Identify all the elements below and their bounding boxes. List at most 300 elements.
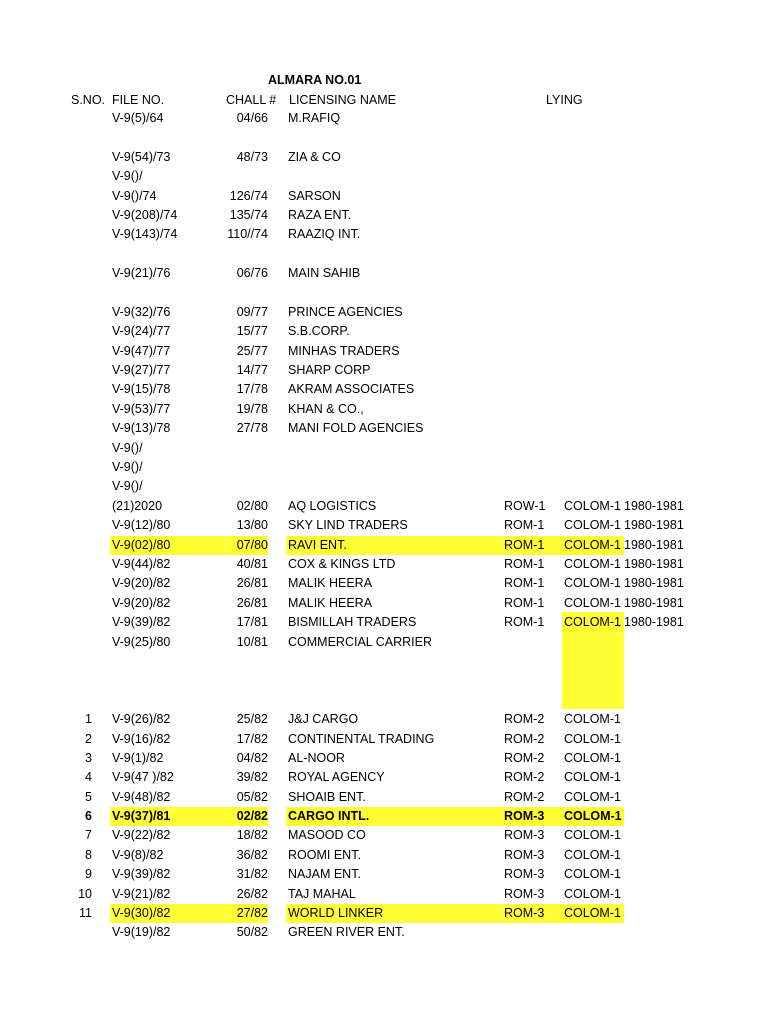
cell-chall	[222, 439, 268, 458]
cell-row: ROM-3	[504, 886, 545, 901]
cell-row	[502, 419, 564, 438]
cell-year	[624, 923, 694, 942]
cell-file-no: V-9(208)/74	[112, 207, 178, 222]
cell-licensing-name: RAVI ENT.	[286, 536, 504, 555]
cell-year	[624, 846, 694, 865]
cell-licensing-name	[286, 477, 504, 496]
cell-chall	[222, 477, 268, 496]
cell-row: ROM-1	[504, 595, 545, 610]
cell-sno	[62, 225, 92, 244]
cell-colom: COLOM-1	[564, 556, 621, 571]
header-licensing-name: LICENSING NAME	[289, 93, 396, 107]
cell-sno	[62, 264, 92, 283]
cell-row: ROM-1	[504, 576, 545, 591]
cell-licensing-name: COX & KINGS LTD	[288, 556, 396, 571]
cell-colom	[562, 109, 624, 128]
table-body	[0, 109, 768, 943]
table-row	[0, 826, 768, 845]
cell-sno	[62, 555, 92, 574]
cell-chall	[222, 128, 268, 147]
table-row	[0, 846, 768, 865]
cell-chall: 05/82	[236, 789, 268, 804]
sheet-title: ALMARA NO.01	[268, 73, 362, 87]
cell-chall: 126/74	[229, 188, 268, 203]
cell-sno	[62, 400, 92, 419]
cell-row	[502, 245, 564, 264]
cell-file-no: V-9(39)/82	[112, 867, 171, 882]
cell-file-no: V-9(1)/82	[112, 750, 164, 765]
cell-licensing-name	[286, 652, 504, 671]
cell-row: ROM-2	[504, 750, 545, 765]
cell-sno: 11	[79, 906, 92, 921]
cell-licensing-name: MINHAS TRADERS	[288, 343, 400, 358]
cell-year: 1980-1981	[624, 615, 684, 630]
cell-row: ROM-1	[502, 536, 564, 555]
cell-sno	[62, 477, 92, 496]
cell-row	[502, 652, 564, 671]
table-row	[0, 303, 768, 322]
cell-row	[502, 322, 564, 341]
table-row	[0, 245, 768, 264]
table-row	[0, 730, 768, 749]
cell-year	[624, 730, 694, 749]
table-row	[0, 342, 768, 361]
table-row	[0, 477, 768, 496]
cell-sno: 9	[85, 867, 92, 882]
cell-colom	[562, 691, 624, 710]
cell-licensing-name: MANI FOLD AGENCIES	[288, 421, 424, 436]
cell-colom: COLOM-1	[562, 904, 624, 923]
cell-year	[624, 284, 694, 303]
cell-row: ROM-3	[502, 904, 564, 923]
cell-sno	[62, 148, 92, 167]
cell-sno: 3	[85, 750, 92, 765]
cell-file-no: V-9(32)/76	[112, 304, 171, 319]
cell-sno	[62, 439, 92, 458]
cell-file-no	[110, 652, 224, 671]
cell-sno	[62, 671, 92, 690]
cell-row: ROM-1	[504, 518, 545, 533]
cell-colom	[562, 342, 624, 361]
cell-row	[502, 923, 564, 942]
cell-file-no: V-9(37)/81	[110, 807, 224, 826]
cell-year	[624, 904, 694, 923]
cell-file-no: V-9()/	[112, 169, 143, 184]
cell-file-no: V-9(22)/82	[112, 828, 171, 843]
cell-file-no: V-9(20)/82	[112, 576, 171, 591]
cell-file-no: V-9(8)/82	[112, 847, 164, 862]
cell-licensing-name	[286, 439, 504, 458]
cell-colom	[562, 148, 624, 167]
cell-sno	[62, 109, 92, 128]
cell-file-no: V-9(15)/78	[112, 382, 171, 397]
cell-licensing-name: PRINCE AGENCIES	[288, 304, 403, 319]
cell-licensing-name: ZIA & CO	[288, 149, 341, 164]
cell-year	[624, 671, 694, 690]
cell-year	[624, 225, 694, 244]
cell-chall: 19/78	[236, 401, 268, 416]
cell-colom	[562, 245, 624, 264]
cell-year	[624, 167, 694, 186]
cell-chall: 06/76	[236, 266, 268, 281]
cell-licensing-name: M.RAFIQ	[288, 111, 341, 125]
cell-colom: COLOM-1	[562, 536, 624, 555]
cell-chall	[222, 691, 268, 710]
table-row	[0, 768, 768, 787]
cell-licensing-name: CONTINENTAL TRADING	[288, 731, 435, 746]
cell-colom	[562, 264, 624, 283]
cell-chall: 135/74	[229, 207, 268, 222]
cell-licensing-name: CARGO INTL.	[286, 807, 504, 826]
cell-row: ROM-1	[504, 615, 545, 630]
table-row	[0, 613, 768, 632]
cell-colom: COLOM-1	[564, 518, 621, 533]
cell-sno	[62, 303, 92, 322]
cell-sno: 10	[78, 886, 92, 901]
cell-year	[624, 303, 694, 322]
cell-file-no: V-9(48)/82	[112, 789, 171, 804]
cell-row	[502, 167, 564, 186]
cell-licensing-name	[286, 691, 504, 710]
table-row	[0, 264, 768, 283]
cell-licensing-name	[286, 284, 504, 303]
cell-row	[502, 128, 564, 147]
cell-chall: 48/73	[236, 149, 268, 164]
cell-year: 1980-1981	[624, 537, 684, 552]
cell-year	[624, 419, 694, 438]
cell-file-no: V-9(19)/82	[112, 925, 171, 940]
cell-chall: 17/82	[236, 731, 268, 746]
header-sno: S.NO.	[71, 93, 106, 107]
cell-sno	[62, 361, 92, 380]
cell-file-no: V-9(54)/73	[112, 149, 171, 164]
cell-row	[502, 206, 564, 225]
cell-chall: 36/82	[236, 847, 268, 862]
table-row	[0, 458, 768, 477]
cell-row: ROM-2	[504, 731, 545, 746]
table-row	[0, 109, 768, 128]
cell-chall: 15/77	[236, 324, 268, 339]
cell-year: 1980-1981	[624, 556, 684, 571]
cell-file-no: V-9(5)/64	[112, 111, 164, 125]
cell-sno	[62, 691, 92, 710]
cell-chall	[222, 167, 268, 186]
cell-year	[624, 788, 694, 807]
cell-licensing-name: SHARP CORP	[288, 363, 371, 378]
cell-colom: COLOM-1	[564, 498, 621, 513]
cell-colom	[562, 322, 624, 341]
cell-colom	[562, 303, 624, 322]
cell-licensing-name: TAJ MAHAL	[288, 886, 356, 901]
cell-year	[624, 633, 694, 652]
cell-licensing-name: GREEN RIVER ENT.	[288, 925, 405, 940]
cell-licensing-name: KHAN & CO.,	[288, 401, 364, 416]
cell-row	[502, 264, 564, 283]
cell-year	[624, 148, 694, 167]
cell-chall: 02/80	[236, 498, 268, 513]
cell-colom: COLOM-1	[562, 807, 624, 826]
cell-sno	[62, 128, 92, 147]
cell-licensing-name	[286, 458, 504, 477]
cell-colom	[562, 652, 624, 671]
cell-year: 1980-1981	[624, 576, 684, 591]
cell-row	[502, 671, 564, 690]
cell-sno	[62, 419, 92, 438]
cell-colom: COLOM-1	[562, 613, 624, 632]
cell-file-no: V-9(16)/82	[112, 731, 171, 746]
cell-row: ROM-3	[504, 828, 545, 843]
table-row	[0, 885, 768, 904]
cell-chall	[222, 652, 268, 671]
cell-colom	[562, 400, 624, 419]
cell-file-no: V-9(13)/78	[112, 421, 171, 436]
cell-licensing-name	[286, 671, 504, 690]
cell-row	[502, 477, 564, 496]
cell-chall: 04/82	[236, 750, 268, 765]
cell-licensing-name: RAZA ENT.	[288, 207, 352, 222]
table-row	[0, 574, 768, 593]
cell-colom	[562, 380, 624, 399]
table-row	[0, 749, 768, 768]
cell-chall: 39/82	[236, 770, 268, 785]
cell-licensing-name: WORLD LINKER	[286, 904, 504, 923]
cell-sno	[62, 167, 92, 186]
cell-chall: 17/78	[236, 382, 268, 397]
cell-year	[624, 206, 694, 225]
cell-chall: 02/82	[222, 807, 268, 826]
cell-row: ROM-2	[504, 712, 545, 727]
cell-chall: 27/78	[236, 421, 268, 436]
cell-sno: 6	[85, 809, 92, 824]
cell-colom: COLOM-1	[564, 712, 621, 727]
cell-colom	[562, 167, 624, 186]
cell-year: 1980-1981	[624, 498, 684, 513]
cell-file-no: V-9(25)/80	[112, 634, 171, 649]
cell-chall: 04/66	[236, 111, 268, 125]
cell-file-no: V-9(24)/77	[112, 324, 171, 339]
table-row	[0, 380, 768, 399]
cell-colom: COLOM-1	[564, 886, 621, 901]
cell-sno	[62, 652, 92, 671]
cell-licensing-name: NAJAM ENT.	[288, 867, 361, 882]
cell-file-no: V-9(39)/82	[112, 615, 171, 630]
cell-row	[502, 458, 564, 477]
table-row	[0, 633, 768, 652]
cell-colom	[562, 671, 624, 690]
cell-licensing-name: AL-NOOR	[288, 750, 345, 765]
cell-year	[624, 109, 694, 128]
cell-licensing-name: SKY LIND TRADERS	[288, 518, 408, 533]
cell-chall	[222, 671, 268, 690]
cell-chall	[222, 458, 268, 477]
cell-year	[624, 439, 694, 458]
cell-chall: 40/81	[236, 556, 268, 571]
cell-year	[624, 477, 694, 496]
cell-file-no: V-9(47)/77	[112, 343, 171, 358]
table-row	[0, 555, 768, 574]
header-chall: CHALL #	[226, 93, 277, 107]
cell-sno	[62, 284, 92, 303]
cell-chall: 07/80	[222, 536, 268, 555]
cell-year	[624, 400, 694, 419]
table-row	[0, 807, 768, 826]
cell-file-no: V-9(143)/74	[112, 227, 178, 242]
cell-colom	[562, 458, 624, 477]
cell-licensing-name: AKRAM ASSOCIATES	[288, 382, 415, 397]
cell-year	[624, 245, 694, 264]
table-row	[0, 439, 768, 458]
table-row	[0, 225, 768, 244]
cell-year	[624, 361, 694, 380]
cell-file-no: V-9()/	[112, 440, 143, 455]
cell-file-no: V-9(02)/80	[110, 536, 224, 555]
cell-file-no: V-9(44)/82	[112, 556, 171, 571]
cell-colom: COLOM-1	[564, 828, 621, 843]
header-lying: LYING	[546, 93, 583, 107]
cell-chall: 110//74	[227, 227, 268, 242]
cell-colom	[562, 633, 624, 652]
cell-chall: 10/81	[236, 634, 268, 649]
table-row	[0, 865, 768, 884]
cell-year	[624, 187, 694, 206]
cell-colom	[562, 477, 624, 496]
cell-row	[502, 633, 564, 652]
cell-sno	[62, 594, 92, 613]
cell-row	[502, 109, 564, 128]
cell-year	[624, 749, 694, 768]
table-row	[0, 167, 768, 186]
cell-licensing-name: MASOOD CO	[288, 828, 366, 843]
cell-file-no: V-9(53)/77	[112, 401, 171, 416]
cell-licensing-name: S.B.CORP.	[288, 324, 350, 339]
cell-year	[624, 264, 694, 283]
cell-sno	[62, 342, 92, 361]
cell-chall: 25/77	[236, 343, 268, 358]
cell-licensing-name: SHOAIB ENT.	[288, 789, 366, 804]
cell-sno	[62, 574, 92, 593]
cell-row	[502, 380, 564, 399]
cell-row: ROM-2	[504, 789, 545, 804]
table-row	[0, 594, 768, 613]
cell-sno: 2	[85, 731, 92, 746]
cell-sno	[62, 245, 92, 264]
cell-file-no: (21)2020	[112, 498, 163, 513]
cell-licensing-name	[286, 245, 504, 264]
table-row	[0, 322, 768, 341]
cell-licensing-name: MALIK HEERA	[288, 595, 373, 610]
cell-file-no	[110, 245, 224, 264]
cell-file-no: V-9(27)/77	[112, 363, 171, 378]
cell-row	[502, 303, 564, 322]
cell-row: ROM-3	[502, 807, 564, 826]
cell-sno	[62, 633, 92, 652]
cell-colom: COLOM-1	[564, 847, 621, 862]
table-row	[0, 187, 768, 206]
cell-year	[624, 807, 694, 826]
cell-file-no: V-9(20)/82	[112, 595, 171, 610]
cell-file-no: V-9(26)/82	[112, 712, 171, 727]
cell-chall: 31/82	[236, 867, 268, 882]
cell-row: ROM-3	[504, 867, 545, 882]
cell-year	[624, 458, 694, 477]
cell-colom	[562, 419, 624, 438]
table-row	[0, 284, 768, 303]
table-row	[0, 536, 768, 555]
table-row	[0, 128, 768, 147]
cell-year	[624, 885, 694, 904]
table-row	[0, 206, 768, 225]
cell-colom	[562, 187, 624, 206]
cell-licensing-name: BISMILLAH TRADERS	[288, 615, 417, 630]
cell-row	[502, 284, 564, 303]
cell-colom	[562, 225, 624, 244]
cell-sno: 5	[85, 789, 92, 804]
cell-row: ROM-3	[504, 847, 545, 862]
cell-year	[624, 710, 694, 729]
cell-row: ROM-2	[504, 770, 545, 785]
cell-year	[624, 691, 694, 710]
cell-sno	[62, 497, 92, 516]
cell-sno: 1	[85, 712, 92, 727]
cell-licensing-name: RAAZIQ INT.	[288, 227, 361, 242]
cell-sno	[62, 322, 92, 341]
table-row	[0, 419, 768, 438]
cell-row: ROM-1	[504, 556, 545, 571]
cell-licensing-name: ROYAL AGENCY	[288, 770, 385, 785]
cell-file-no	[110, 128, 224, 147]
cell-chall: 50/82	[236, 925, 268, 940]
cell-sno	[62, 613, 92, 632]
cell-colom	[562, 439, 624, 458]
cell-row	[502, 361, 564, 380]
cell-colom: COLOM-1	[564, 789, 621, 804]
cell-chall: 25/82	[236, 712, 268, 727]
cell-year: 1980-1981	[624, 518, 684, 533]
cell-colom	[562, 128, 624, 147]
cell-licensing-name: ROOMI ENT.	[288, 847, 361, 862]
cell-chall: 26/82	[236, 886, 268, 901]
cell-chall: 09/77	[236, 304, 268, 319]
cell-sno	[62, 458, 92, 477]
cell-sno	[62, 923, 92, 942]
cell-year: 1980-1981	[624, 595, 684, 610]
table-row	[0, 788, 768, 807]
cell-row	[502, 342, 564, 361]
cell-chall	[222, 284, 268, 303]
cell-year	[624, 826, 694, 845]
cell-chall: 14/77	[236, 363, 268, 378]
cell-colom	[562, 923, 624, 942]
cell-colom: COLOM-1	[564, 576, 621, 591]
header-file-no: FILE NO.	[112, 93, 165, 107]
cell-file-no: V-9()/	[112, 460, 143, 475]
cell-colom: COLOM-1	[564, 595, 621, 610]
cell-licensing-name: J&J CARGO	[288, 712, 359, 727]
cell-year	[624, 342, 694, 361]
cell-file-no	[110, 284, 224, 303]
table-row	[0, 148, 768, 167]
cell-licensing-name: COMMERCIAL CARRIER	[288, 634, 432, 649]
cell-file-no: V-9(30)/82	[110, 904, 224, 923]
cell-file-no: V-9()/	[112, 479, 143, 494]
table-row	[0, 671, 768, 690]
cell-colom: COLOM-1	[564, 867, 621, 882]
cell-licensing-name: AQ LOGISTICS	[288, 498, 377, 513]
cell-row	[502, 225, 564, 244]
cell-chall: 17/81	[236, 615, 268, 630]
cell-colom: COLOM-1	[564, 750, 621, 765]
cell-sno: 7	[85, 828, 92, 843]
